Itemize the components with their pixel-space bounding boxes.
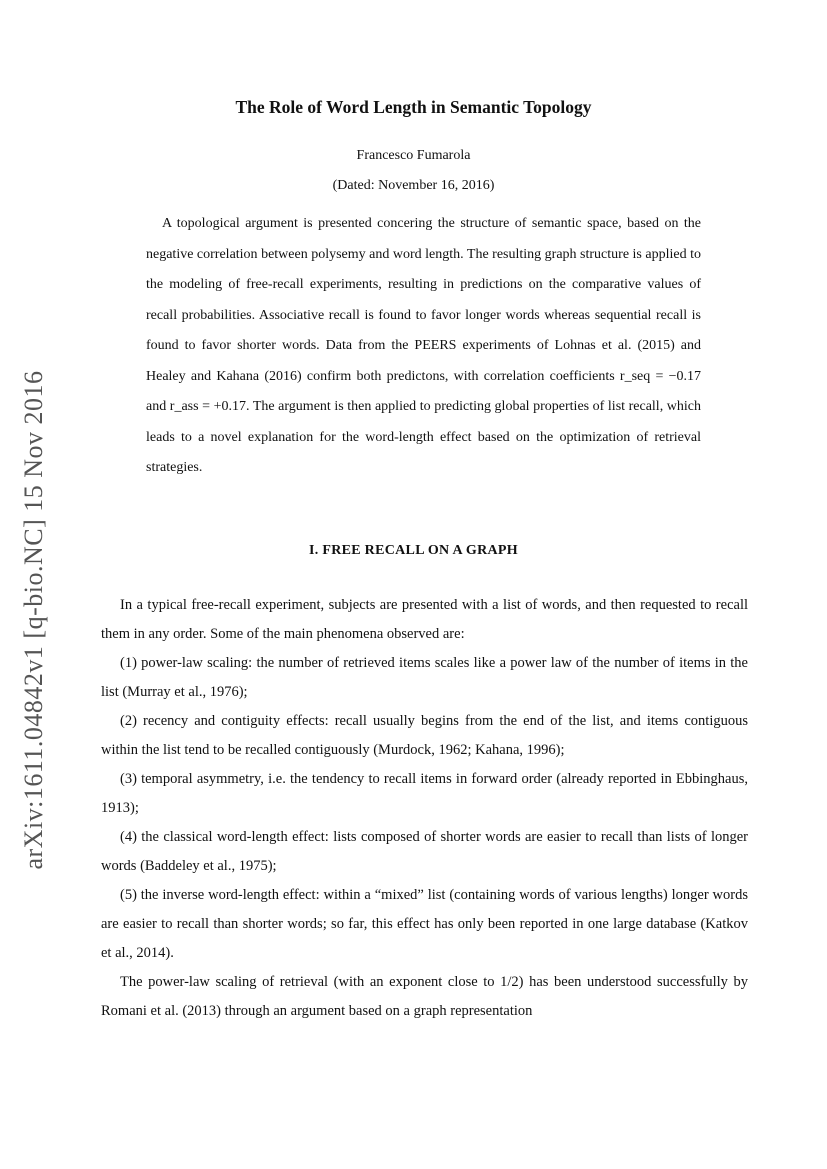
paragraph: (3) temporal asymmetry, i.e. the tendency to recall items in forward order (already reported in Ebbinghaus, 1913); [101,771,748,816]
section-heading: I. FREE RECALL ON A GRAPH [309,543,518,558]
paragraph: (5) the inverse word-length effect: within a “mixed” list (containing words of various lengths) longer words are easier to recall than shorter words; so far, this effect has only been reported in one large database (Katkov et al., 2014). [101,887,748,961]
paragraph: (1) power-law scaling: the number of retrieved items scales like a power law of the number of items in the list (Murray et al., 1976); [101,655,748,700]
abstract: A topological argument is presented concering the structure of semantic space, based on the negative correlation between polysemy and word length. The resulting graph structure is applied to the modeling of free-recall experiments, resulting in predictions on the comparative values of recall probabilities. Associative recall is found to favor longer words whereas sequential recall is found to favor shorter words. Data from the PEERS experiments of Lohnas et al. (2015) and Healey and Kahana (2016) confirm both predictons, with correlation coefficients r_seq = −0.17 and r_ass = +0.17. The argument is then applied to predicting global properties of list recall, which leads to a novel explanation for the word-length effect based on the optimization of retrieval strategies. [146,216,701,475]
paragraph: (4) the classical word-length effect: lists composed of shorter words are easier to recall than lists of longer words (Baddeley et al., 1975); [101,829,748,874]
paragraph: The power-law scaling of retrieval (with an exponent close to 1/2) has been understood successfully by Romani et al. (2013) through an argument based on a graph representation [101,974,748,1019]
arxiv-stamp: arXiv:1611.04842v1 [q-bio.NC] 15 Nov 2016 [19,370,48,870]
date-line: (Dated: November 16, 2016) [332,178,495,193]
paper-title: The Role of Word Length in Semantic Topology [235,97,592,117]
paragraph: In a typical free-recall experiment, subjects are presented with a list of words, and then requested to recall them in any order. Some of the main phenomena observed are: [101,597,748,642]
body-text [101,591,748,1026]
author-name: Francesco Fumarola [356,148,471,163]
paragraph: (2) recency and contiguity effects: recall usually begins from the end of the list, and items contiguous within the list tend to be recalled contiguously (Murdock, 1962; Kahana, 1996); [101,713,748,758]
